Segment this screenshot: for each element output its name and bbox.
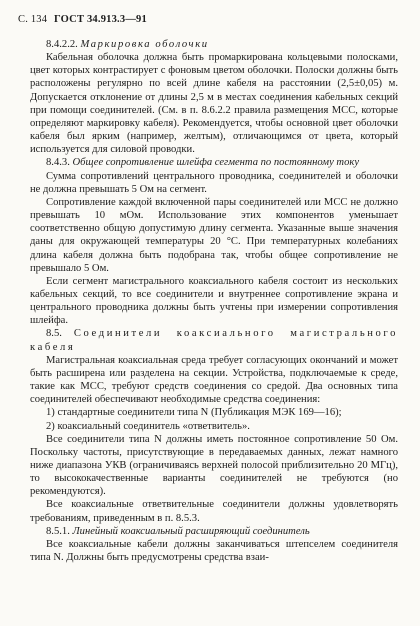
page-header	[18, 14, 147, 25]
section-number: 8.4.3.	[46, 157, 70, 169]
standard-code: ГОСТ 34.913.3—91	[54, 14, 147, 25]
section-title: Линейный коаксиальный расширяющий соединитель	[72, 525, 310, 537]
paragraph: Если сегмент магистрального коаксиального кабеля состоит из нескольких кабельных секций, то все соединители и внутреннее сопротивление экрана и центрального проводника должны быть учтены при измерении сопротивления шлейфа.	[30, 275, 398, 327]
paragraph: Кабельная оболочка должна быть промаркирована кольцевыми полосками, цвет которых контрастирует с фоновым цветом оболочки. Полоски должны быть расположены регулярно по всей длине кабеля на расстоянии (2,5±0,05) м. Допускается отклонение от длины 2,5 м в местах соединения кабельных секций при помощи соединителей. (См. в п. 8.6.2.2 правила размещения МСС, которые определяют маркировку кабеля). Рекомендуется, чтобы основной цвет оболочки кабеля был ярким (например, желтым), отличающимся от цвета, который используется для силовой проводки.	[30, 52, 398, 156]
section-title: Соединители коаксиального магистрального кабеля	[30, 328, 398, 353]
list-item: 1) стандартные соединители типа N (Публикация МЭК 169—16);	[46, 407, 342, 419]
section-heading-843	[30, 156, 398, 169]
paragraph: Магистральная коаксиальная среда требует согласующих окончаний и может быть расширена или разделена на секции. Устройства, подключаемые к среде, такие как МСС, требуют средств соединения со средой. Два основных типа соединителей обеспечивают необходимые средства соединения:	[30, 354, 398, 406]
section-heading-851	[30, 525, 398, 538]
list-item: 2) коаксиальный соединитель «ответвитель».	[46, 420, 250, 432]
paragraph: Все соединители типа N должны иметь постоянное сопротивление 50 Ом. Поскольку частоты, присутствующие в передаваемых данных, лежат намного ниже диапазона УКВ (ограничиваясь верхней полосой приблизительно 20 МГц), то высококачественные варианты соединителей не требуются (но рекомендуются).	[30, 433, 398, 498]
document-body	[30, 38, 398, 564]
section-heading-85	[30, 327, 398, 353]
section-title: Маркировка оболочки	[80, 39, 209, 50]
paragraph: Все коаксиальные ответвительные соединители должны удовлетворять требованиям, приведенным в п. 8.5.3.	[30, 499, 398, 524]
paragraph: Все коаксиальные кабели должны заканчиваться штепселем соединителя типа N. Должны быть предусмотрены средства взаи-	[30, 538, 398, 564]
paragraph: Сопротивление каждой включенной пары соединителей или МСС не должно превышать 10 мОм. Использование этих компонентов уменьшает соответственно общую допустимую длину сегмента. Указанные выше значения даны для окружающей температуры 20 °С. При температурных колебаниях длина кабеля должна быть подобрана так, чтобы общее сопротивление не превышало 5 Ом.	[30, 196, 398, 274]
paragraph: Сумма сопротивлений центрального проводника, соединителей и оболочки не должна превышать 5 Ом на сегмент.	[30, 170, 398, 195]
page-number: С. 134	[18, 14, 48, 25]
section-title: Общее сопротивление шлейфа сегмента по постоянному току	[72, 157, 360, 169]
section-number: 8.4.2.2.	[46, 39, 78, 50]
section-heading-8422	[30, 38, 398, 51]
section-number: 8.5.	[46, 328, 62, 340]
section-number: 8.5.1.	[46, 525, 70, 537]
